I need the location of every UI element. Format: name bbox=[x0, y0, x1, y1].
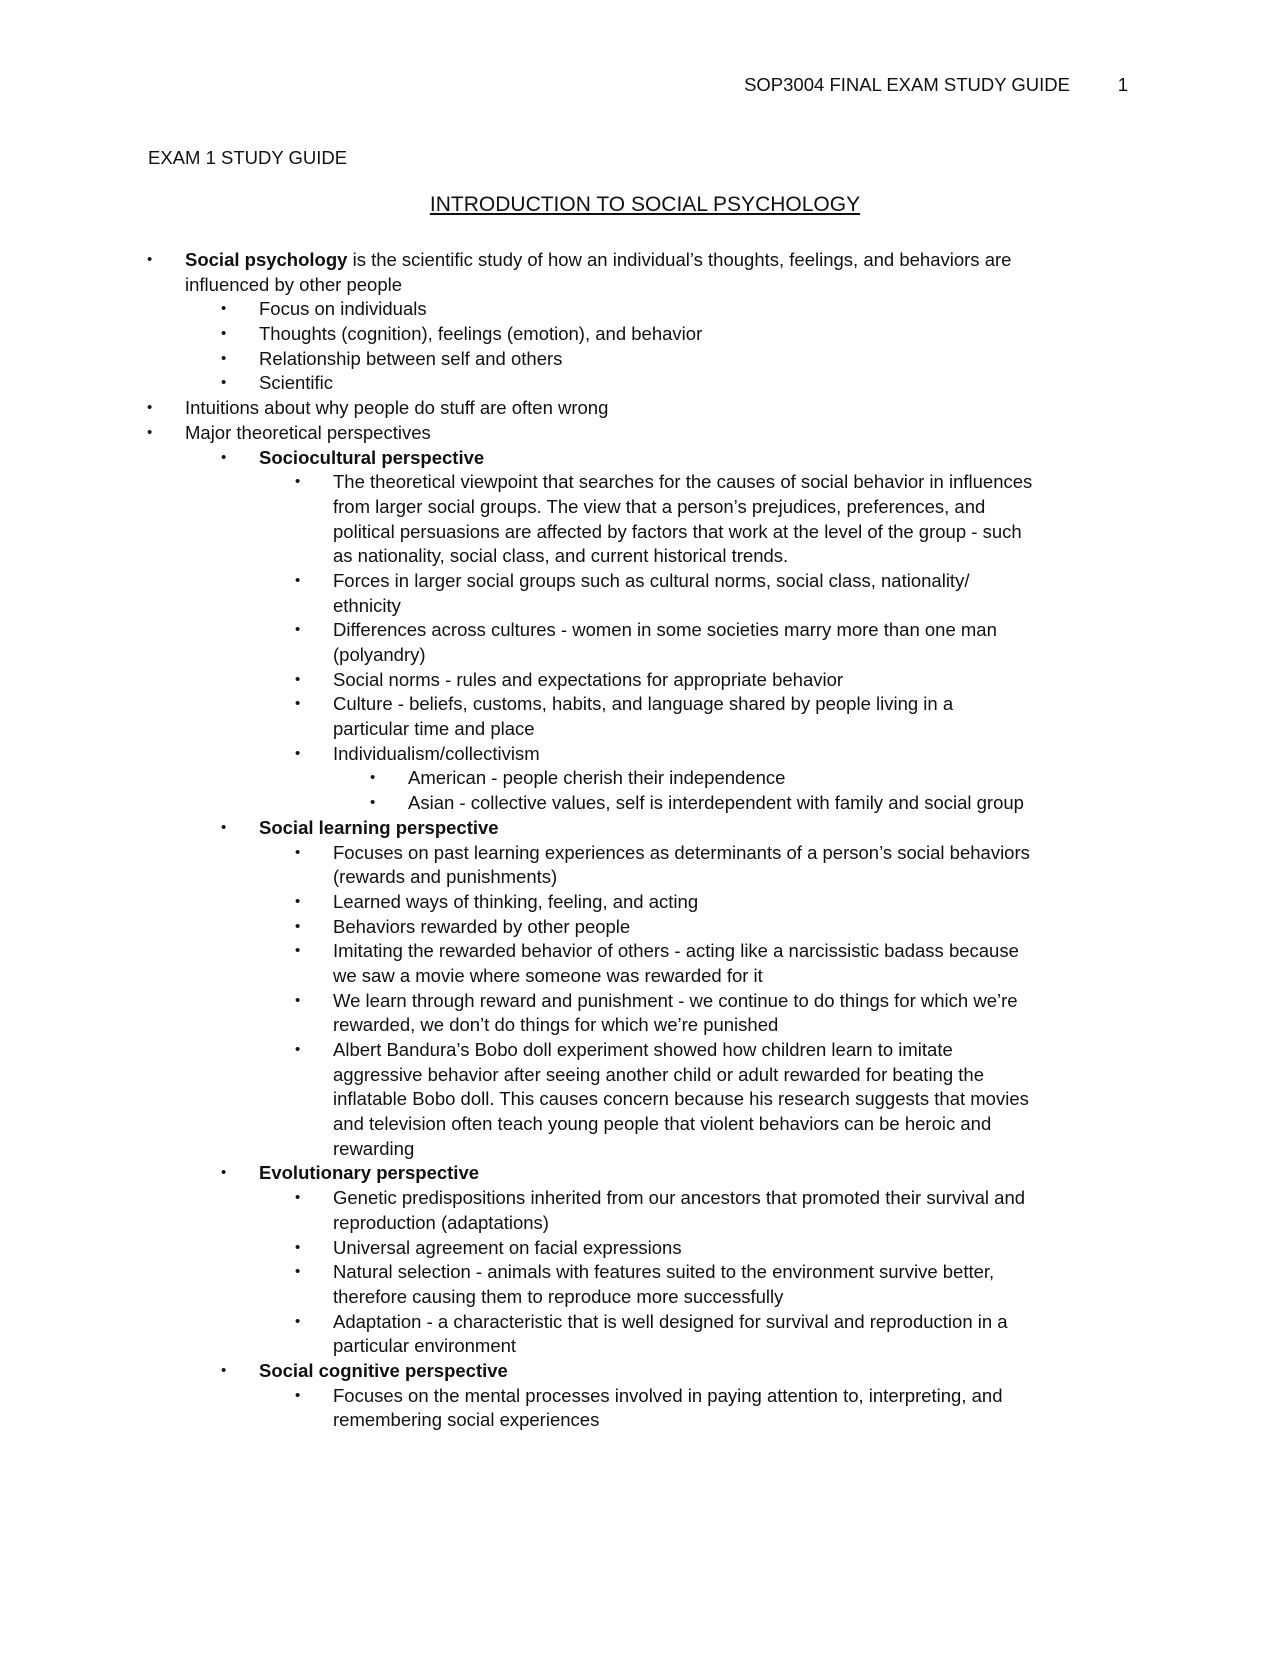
bullet-icon: • bbox=[295, 843, 301, 861]
list-item bbox=[0, 520, 1280, 545]
list-item-text: Natural selection - animals with features suited to the environment survive better, bbox=[333, 1261, 995, 1283]
list-item bbox=[0, 544, 1280, 569]
list-item-text: we saw a movie where someone was rewarded for it bbox=[333, 964, 763, 986]
list-item-text: Culture - beliefs, customs, habits, and language shared by people living in a bbox=[333, 693, 954, 715]
section-subtitle: EXAM 1 STUDY GUIDE bbox=[148, 147, 348, 168]
list-item-text: rewarded, we don’t do things for which we’re punished bbox=[333, 1014, 779, 1036]
list-item-text: Focuses on the mental processes involved in paying attention to, interpreting, and bbox=[333, 1384, 1003, 1406]
list-item-text: Social norms - rules and expectations for appropriate behavior bbox=[333, 668, 844, 690]
list-item bbox=[0, 668, 1280, 693]
list-item-text: from larger social groups. The view that a person’s prejudices, preferences, and bbox=[333, 495, 986, 517]
list-item-text: Focus on individuals bbox=[259, 298, 427, 320]
list-item bbox=[0, 766, 1280, 791]
bullet-icon: • bbox=[147, 399, 153, 417]
list-item bbox=[0, 1285, 1280, 1310]
list-item-text: remembering social experiences bbox=[333, 1409, 600, 1431]
list-item bbox=[0, 1186, 1280, 1211]
list-item-text: and television often teach young people that violent behaviors can be heroic and bbox=[333, 1113, 992, 1135]
bullet-icon: • bbox=[295, 942, 301, 960]
bullet-icon: • bbox=[221, 1361, 227, 1379]
list-item bbox=[0, 1359, 1280, 1384]
list-item bbox=[0, 1408, 1280, 1433]
list-item bbox=[0, 1112, 1280, 1137]
list-item-text: Individualism/collectivism bbox=[333, 742, 540, 764]
bullet-icon: • bbox=[295, 917, 301, 935]
list-item-text: Behaviors rewarded by other people bbox=[333, 915, 631, 937]
bullet-icon: • bbox=[295, 1041, 301, 1058]
list-item bbox=[0, 396, 1280, 421]
list-item-text: Scientific bbox=[259, 372, 334, 394]
list-item bbox=[0, 939, 1280, 964]
list-item-text: Genetic predispositions inherited from our ancestors that promoted their survival and bbox=[333, 1187, 1026, 1209]
list-item bbox=[0, 1260, 1280, 1285]
list-item bbox=[0, 297, 1280, 322]
list-item-text: Thoughts (cognition), feelings (emotion), and behavior bbox=[259, 323, 703, 345]
bullet-icon: • bbox=[221, 349, 227, 367]
bullet-icon: • bbox=[295, 1238, 301, 1256]
list-item-text: Intuitions about why people do stuff are often wrong bbox=[185, 397, 609, 419]
list-item-text: Adaptation - a characteristic that is well designed for survival and reproduction in a bbox=[333, 1310, 1008, 1332]
list-item-text: Differences across cultures - women in some societies marry more than one man bbox=[333, 619, 997, 641]
list-item-text: Learned ways of thinking, feeling, and acting bbox=[333, 890, 699, 912]
list-item bbox=[0, 1310, 1280, 1335]
list-item bbox=[0, 1161, 1280, 1186]
list-item bbox=[0, 421, 1280, 446]
bullet-icon: • bbox=[295, 1386, 301, 1404]
list-item-text: Relationship between self and others bbox=[259, 347, 563, 369]
list-item-text: Forces in larger social groups such as cultural norms, social class, nationality/ bbox=[333, 569, 970, 591]
bullet-icon: • bbox=[295, 621, 301, 639]
list-item bbox=[0, 618, 1280, 643]
bullet-icon: • bbox=[295, 1312, 301, 1330]
list-item-text: Social psychology is the scientific study of how an individual’s thoughts, feelings, and behaviors are bbox=[185, 249, 1012, 270]
bullet-icon: • bbox=[370, 794, 376, 812]
list-item-text: Imitating the rewarded behavior of others - acting like a narcissistic badass because bbox=[333, 940, 1019, 962]
list-item-text: The theoretical viewpoint that searches for the causes of social behavior in influences bbox=[333, 471, 1033, 493]
list-item bbox=[0, 643, 1280, 668]
list-item-term: Evolutionary perspective bbox=[259, 1162, 480, 1184]
list-item-text: therefore causing them to reproduce more successfully bbox=[333, 1285, 784, 1307]
list-item bbox=[0, 692, 1280, 717]
list-item bbox=[0, 791, 1280, 816]
list-item-text: Major theoretical perspectives bbox=[185, 421, 431, 443]
list-item bbox=[0, 742, 1280, 767]
list-item bbox=[0, 890, 1280, 915]
bullet-icon: • bbox=[147, 251, 153, 268]
list-item-text: reproduction (adaptations) bbox=[333, 1211, 549, 1233]
bullet-icon: • bbox=[295, 744, 301, 762]
list-item bbox=[0, 470, 1280, 495]
list-item bbox=[0, 347, 1280, 372]
list-item bbox=[0, 1087, 1280, 1112]
bullet-icon: • bbox=[370, 769, 376, 787]
list-item bbox=[0, 841, 1280, 866]
list-item bbox=[0, 569, 1280, 594]
list-item bbox=[0, 446, 1280, 471]
list-item-text bbox=[259, 816, 499, 841]
list-item-text bbox=[259, 1359, 508, 1384]
list-item-text: rewarding bbox=[333, 1137, 415, 1159]
outline-list bbox=[0, 248, 1280, 1433]
list-item bbox=[0, 1211, 1280, 1236]
bullet-icon: • bbox=[221, 325, 227, 343]
list-item bbox=[0, 1137, 1280, 1162]
list-item bbox=[0, 322, 1280, 347]
list-item bbox=[0, 1236, 1280, 1261]
list-item-text: (rewards and punishments) bbox=[333, 866, 558, 888]
list-item-text: We learn through reward and punishment - we continue to do things for which we’re bbox=[333, 989, 1018, 1011]
list-item-term: Sociocultural perspective bbox=[259, 446, 485, 468]
list-item-text: Universal agreement on facial expressions bbox=[333, 1236, 682, 1258]
list-item-text: inflatable Bobo doll. This causes concern because his research suggests that movies bbox=[333, 1088, 1029, 1110]
list-item-text: particular environment bbox=[333, 1335, 517, 1357]
bullet-icon: • bbox=[295, 1189, 301, 1207]
page-title: INTRODUCTION TO SOCIAL PSYCHOLOGY bbox=[429, 193, 861, 216]
list-item-text: Asian - collective values, self is interdependent with family and social group bbox=[408, 792, 1024, 814]
bullet-icon: • bbox=[221, 818, 227, 836]
list-item-term: Social cognitive perspective bbox=[259, 1359, 508, 1381]
list-item bbox=[0, 1384, 1280, 1409]
list-item-text bbox=[259, 1161, 479, 1186]
bullet-icon: • bbox=[221, 300, 227, 318]
list-item bbox=[0, 594, 1280, 619]
list-item-text: Albert Bandura’s Bobo doll experiment showed how children learn to imitate bbox=[333, 1039, 953, 1060]
list-item bbox=[0, 495, 1280, 520]
list-item-text: as nationality, social class, and current historical trends. bbox=[333, 545, 789, 567]
list-item-text: influenced by other people bbox=[185, 273, 403, 295]
bullet-icon: • bbox=[295, 695, 301, 713]
document-title: SOP3004 FINAL EXAM STUDY GUIDE bbox=[744, 74, 1070, 95]
list-item-text: (polyandry) bbox=[333, 644, 426, 665]
bullet-icon: • bbox=[147, 423, 153, 441]
list-item bbox=[0, 915, 1280, 940]
list-item bbox=[0, 1038, 1280, 1063]
list-item bbox=[0, 964, 1280, 989]
list-item-text: aggressive behavior after seeing another child or adult rewarded for beating the bbox=[333, 1063, 984, 1085]
list-item-text: ethnicity bbox=[333, 594, 401, 616]
list-item bbox=[0, 1334, 1280, 1359]
list-item bbox=[0, 248, 1280, 273]
bullet-icon: • bbox=[295, 1263, 301, 1281]
bullet-icon: • bbox=[221, 1164, 227, 1182]
bullet-icon: • bbox=[295, 571, 301, 589]
bullet-icon: • bbox=[221, 374, 227, 392]
list-item bbox=[0, 273, 1280, 298]
list-item bbox=[0, 1063, 1280, 1088]
bullet-icon: • bbox=[295, 892, 301, 910]
bullet-icon: • bbox=[295, 991, 301, 1009]
list-item bbox=[0, 989, 1280, 1014]
bullet-icon: • bbox=[295, 473, 301, 491]
bullet-icon: • bbox=[295, 670, 301, 688]
page-header bbox=[744, 74, 1128, 96]
list-item-text: American - people cherish their independence bbox=[408, 767, 786, 789]
list-item bbox=[0, 1013, 1280, 1038]
list-item-text: particular time and place bbox=[333, 718, 535, 740]
list-item-text: Focuses on past learning experiences as determinants of a person’s social behaviors bbox=[333, 841, 1030, 863]
list-item bbox=[0, 816, 1280, 841]
list-item-text bbox=[259, 446, 484, 471]
bullet-icon: • bbox=[221, 448, 227, 466]
list-item-term: Social psychology bbox=[185, 249, 348, 270]
list-item-term: Social learning perspective bbox=[259, 816, 499, 838]
list-item bbox=[0, 865, 1280, 890]
page-number: 1 bbox=[1117, 74, 1128, 95]
list-item-text: political persuasions are affected by factors that work at the level of the group - such bbox=[333, 520, 1022, 542]
list-item bbox=[0, 371, 1280, 396]
list-item bbox=[0, 717, 1280, 742]
